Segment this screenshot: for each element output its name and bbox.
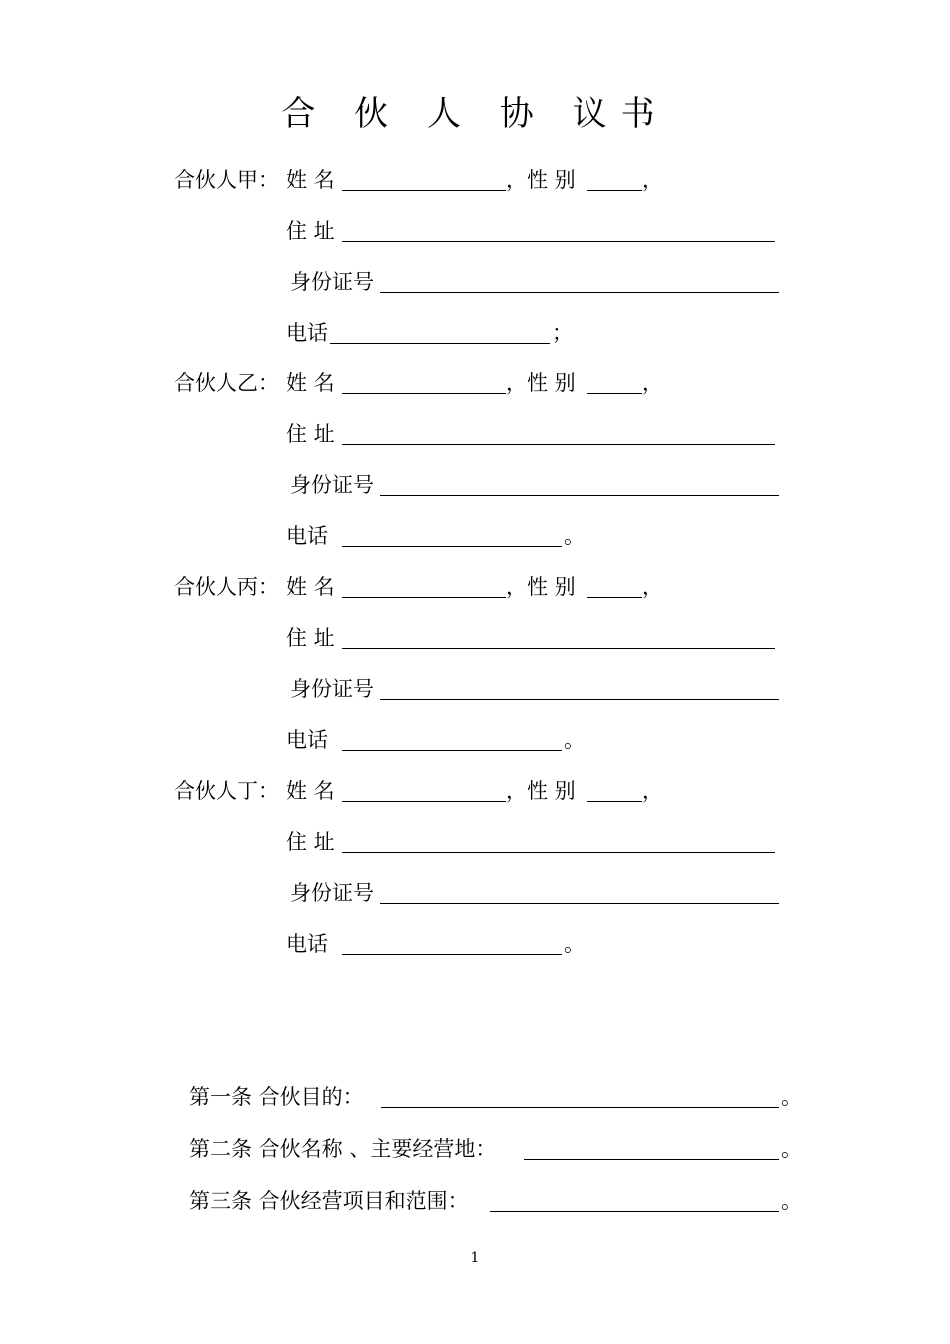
phone-end: ； <box>552 321 573 345</box>
gender-label: ，性 别 <box>506 168 576 192</box>
article-end: 。 <box>781 1085 802 1109</box>
address-field[interactable] <box>342 648 775 649</box>
phone-label: 电话 <box>286 524 328 548</box>
name-field[interactable] <box>342 393 506 394</box>
address-field[interactable] <box>342 444 775 445</box>
phone-end: 。 <box>564 728 585 752</box>
address-label: 住 址 <box>286 626 335 650</box>
gender-label: ，性 别 <box>506 779 576 803</box>
name-label: 姓 名 <box>286 575 335 599</box>
gender-field[interactable] <box>587 393 642 394</box>
gender-field[interactable] <box>587 801 642 802</box>
name-label: 姓 名 <box>286 779 335 803</box>
name-label: 姓 名 <box>286 371 335 395</box>
phone-label: 电话 <box>286 321 328 345</box>
gender-end: ， <box>642 168 663 192</box>
article-label: 第二条 合伙名称 、主要经营地： <box>189 1137 497 1161</box>
article-field[interactable] <box>490 1211 779 1212</box>
partner-label: 合伙人甲： <box>174 168 279 192</box>
partner-label: 合伙人丁： <box>174 779 279 803</box>
id-number-field[interactable] <box>380 903 779 904</box>
gender-label: ，性 别 <box>506 371 576 395</box>
address-field[interactable] <box>342 852 775 853</box>
article-end: 。 <box>781 1189 802 1213</box>
id-number-label: 身份证号 <box>290 270 374 294</box>
phone-end: 。 <box>564 524 585 548</box>
gender-field[interactable] <box>587 597 642 598</box>
id-number-field[interactable] <box>380 495 779 496</box>
phone-field[interactable] <box>342 750 562 751</box>
address-label: 住 址 <box>286 422 335 446</box>
phone-end: 。 <box>564 932 585 956</box>
phone-field[interactable] <box>330 343 550 344</box>
gender-end: ， <box>642 779 663 803</box>
partner-label: 合伙人乙： <box>174 371 279 395</box>
phone-field[interactable] <box>342 954 562 955</box>
id-number-field[interactable] <box>380 699 779 700</box>
page-number: 1 <box>470 1250 480 1266</box>
gender-end: ， <box>642 371 663 395</box>
id-number-label: 身份证号 <box>290 677 374 701</box>
address-field[interactable] <box>342 241 775 242</box>
phone-label: 电话 <box>286 932 328 956</box>
article-label: 第三条 合伙经营项目和范围： <box>189 1189 469 1213</box>
gender-label: ，性 别 <box>506 575 576 599</box>
address-label: 住 址 <box>286 219 335 243</box>
name-label: 姓 名 <box>286 168 335 192</box>
article-end: 。 <box>781 1137 802 1161</box>
id-number-label: 身份证号 <box>290 881 374 905</box>
document-title: 合 伙 人 协 议书 <box>281 94 669 134</box>
article-field[interactable] <box>524 1159 779 1160</box>
partner-label: 合伙人丙： <box>174 575 279 599</box>
address-label: 住 址 <box>286 830 335 854</box>
gender-end: ， <box>642 575 663 599</box>
gender-field[interactable] <box>587 190 642 191</box>
name-field[interactable] <box>342 190 506 191</box>
phone-label: 电话 <box>286 728 328 752</box>
name-field[interactable] <box>342 801 506 802</box>
id-number-label: 身份证号 <box>290 473 374 497</box>
article-field[interactable] <box>381 1107 779 1108</box>
article-label: 第一条 合伙目的： <box>189 1085 364 1109</box>
name-field[interactable] <box>342 597 506 598</box>
phone-field[interactable] <box>342 546 562 547</box>
id-number-field[interactable] <box>380 292 779 293</box>
